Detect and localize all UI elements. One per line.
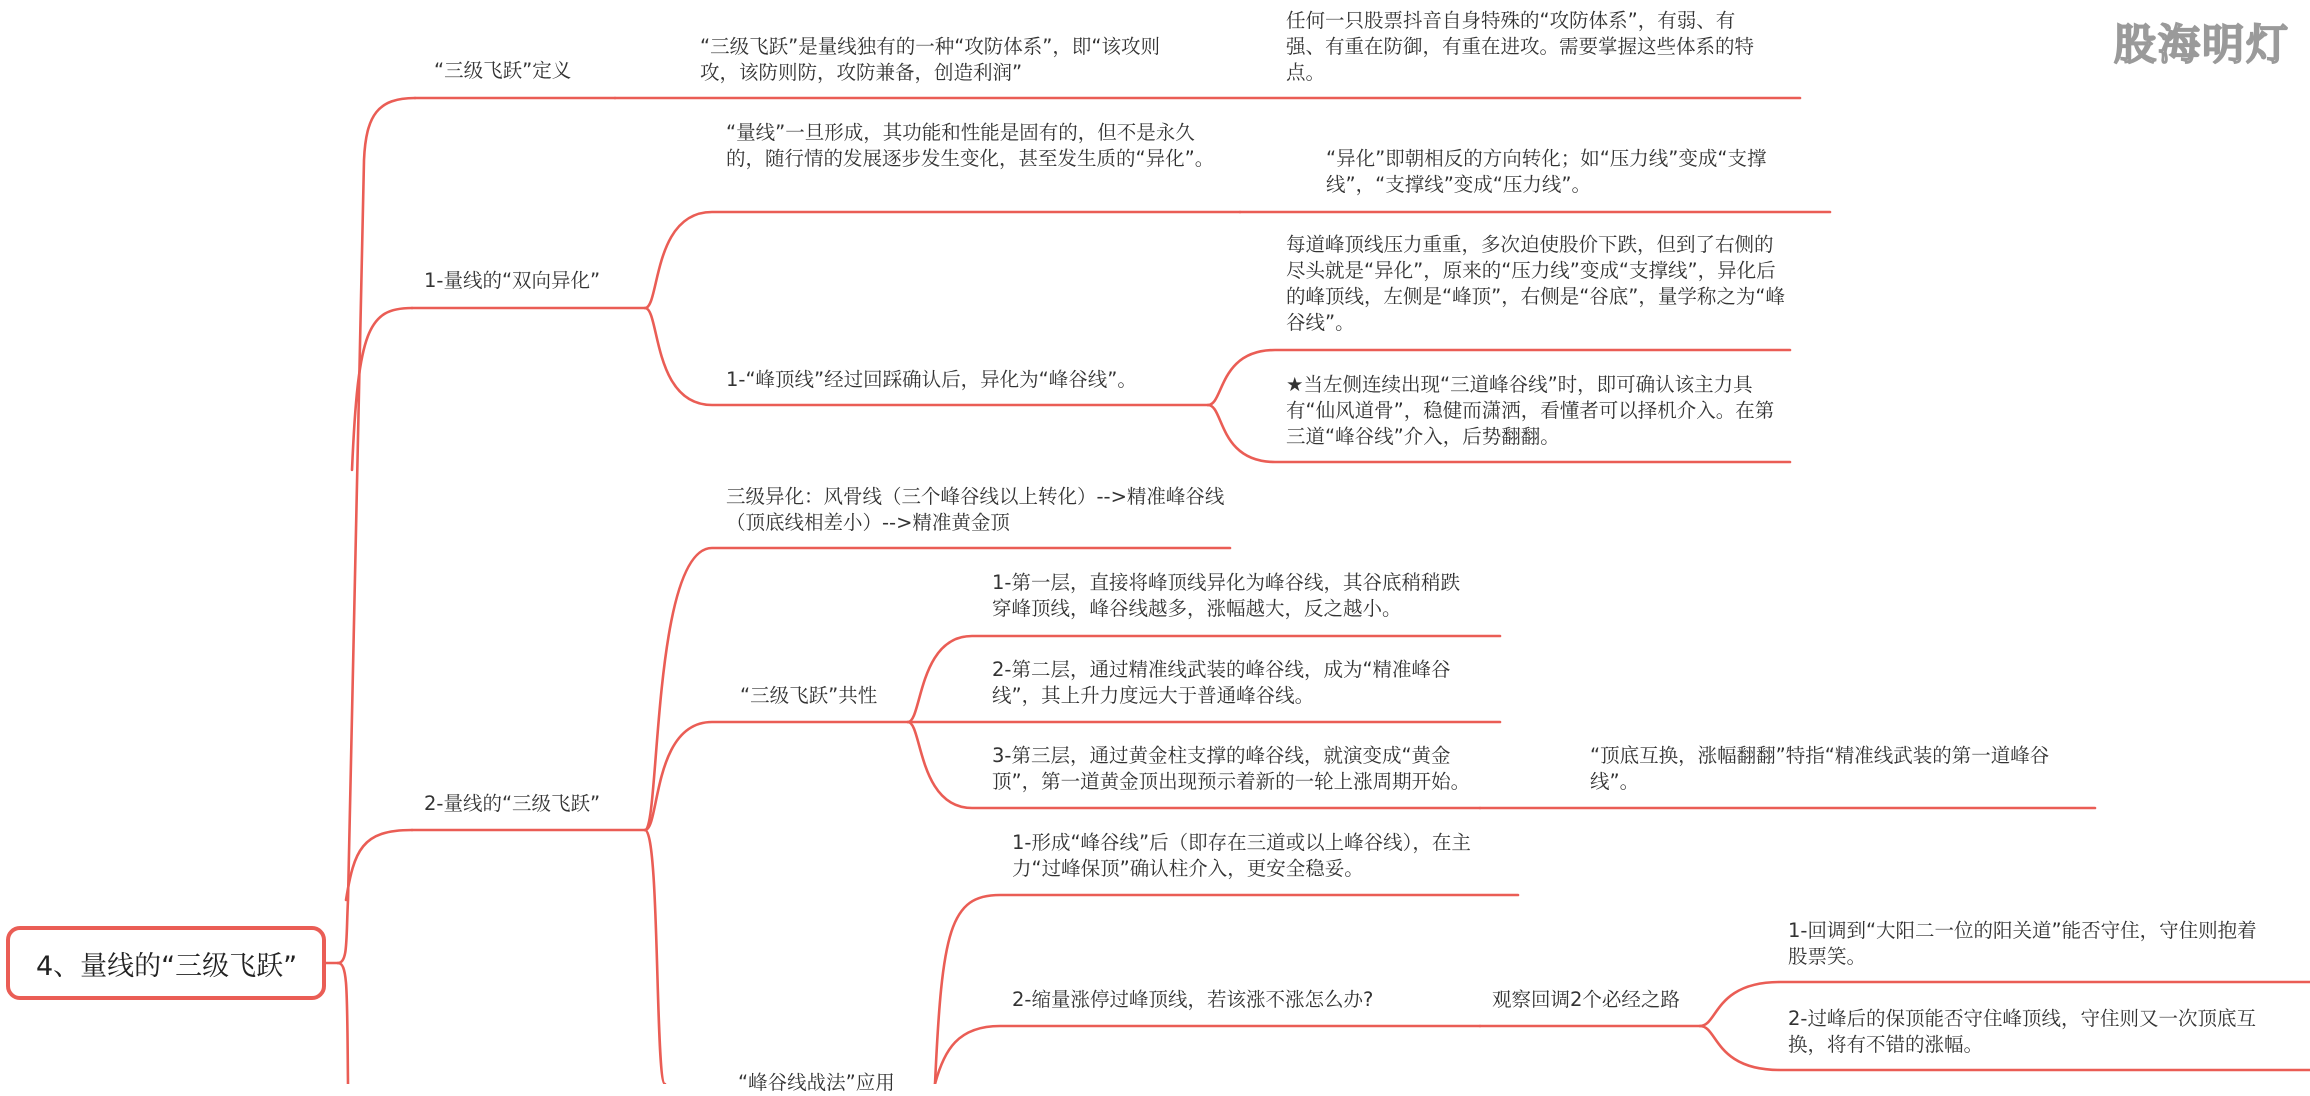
- branch2-sub[interactable]: 1-“峰顶线”经过回踩确认后，异化为“峰谷线”。: [726, 368, 1137, 391]
- branch3-label[interactable]: 2-量线的“三级飞跃”: [424, 792, 601, 815]
- branch1-note[interactable]: 任何一只股票抖音自身特殊的“攻防体系”，有弱、有强、有重在防御，有重在进攻。需要掌握这些体系的特点。: [1286, 9, 1755, 84]
- branch3-intro[interactable]: 三级异化：风骨线（三个峰谷线以上转化）-->精准峰谷线（顶底线相差小）-->精准黄金顶: [726, 485, 1225, 534]
- connector-branch3-common: [645, 722, 908, 830]
- observe-label[interactable]: 观察回调2个必经之路: [1492, 988, 1680, 1011]
- common-note[interactable]: “顶底互换，涨幅翻翻”特指“精准线武装的第一道峰谷线”。: [1590, 744, 2050, 793]
- common-item-3[interactable]: 3-第三层，通过黄金柱支撑的峰谷线，就演变成“黄金顶”，第一道黄金顶出现预示着新的一轮上涨周期开始。: [992, 744, 1471, 793]
- connector-branch3-app: [645, 830, 665, 1084]
- connector-branch3: [346, 830, 412, 900]
- observe-item-2[interactable]: 2-过峰后的保顶能否守住峰顶线，守住则又一次顶底互换，将有不错的涨幅。: [1788, 1007, 2256, 1056]
- branch3-common-label[interactable]: “三级飞跃”共性: [740, 684, 878, 707]
- watermark-logo: 股海明灯: [2113, 20, 2290, 69]
- connector-trunk-up: [338, 98, 415, 963]
- connector-trunk-down: [338, 963, 348, 1084]
- branch2-label[interactable]: 1-量线的“双向异化”: [424, 269, 601, 292]
- branch2-sub-note2[interactable]: ★当左侧连续出现“三道峰谷线”时，即可确认该主力具有“仙风道骨”，稳健而潇洒，看懂者可以择机介入。在第三道“峰谷线”介入，后势翻翻。: [1286, 373, 1775, 448]
- branch3-app-label[interactable]: “峰谷线战法”应用: [738, 1071, 895, 1094]
- branch2-desc-note[interactable]: “异化”即朝相反的方向转化；如“压力线”变成“支撑线”，“支撑线”变成“压力线”。: [1326, 147, 1767, 196]
- branch2-desc[interactable]: “量线”一旦形成，其功能和性能是固有的，但不是永久的，随行情的发展逐步发生变化，甚至发生质的“异化”。: [726, 121, 1215, 170]
- branch1-label[interactable]: “三级飞跃”定义: [434, 59, 572, 82]
- connector-app-2: [935, 1026, 1480, 1084]
- common-item-2[interactable]: 2-第二层，通过精准线武装的峰谷线，成为“精准峰谷线”，其上升力度远大于普通峰谷线。: [992, 658, 1451, 707]
- branch2-sub-note1[interactable]: 每道峰顶线压力重重，多次迫使股价下跌，但到了右侧的尽头就是“异化”，原来的“压力线”变成“支撑线”，异化后的峰顶线，左侧是“峰顶”，右侧是“谷底”，量学称之为“峰谷线”。: [1286, 233, 1786, 334]
- common-item-1[interactable]: 1-第一层，直接将峰顶线异化为峰谷线，其谷底稍稍跌穿峰顶线，峰谷线越多，涨幅越大，反之越小。: [992, 571, 1460, 620]
- connector-branch2-up: [645, 212, 1240, 308]
- root-topic[interactable]: 4、量线的“三级飞跃”: [6, 926, 326, 1000]
- app-item-1[interactable]: 1-形成“峰谷线”后（即存在三道或以上峰谷线），在主力“过峰保顶”确认柱介入，更安全稳妥。: [1012, 831, 1471, 880]
- app-item-2[interactable]: 2-缩量涨停过峰顶线，若该涨不涨怎么办?: [1012, 988, 1374, 1011]
- branch1-desc[interactable]: “三级飞跃”是量线独有的一种“攻防体系”，即“该攻则攻，该防则防，攻防兼备，创造利润”: [700, 35, 1161, 84]
- observe-item-1[interactable]: 1-回调到“大阳二一位的阳关道”能否守住，守住则抱着股票笑。: [1788, 919, 2257, 968]
